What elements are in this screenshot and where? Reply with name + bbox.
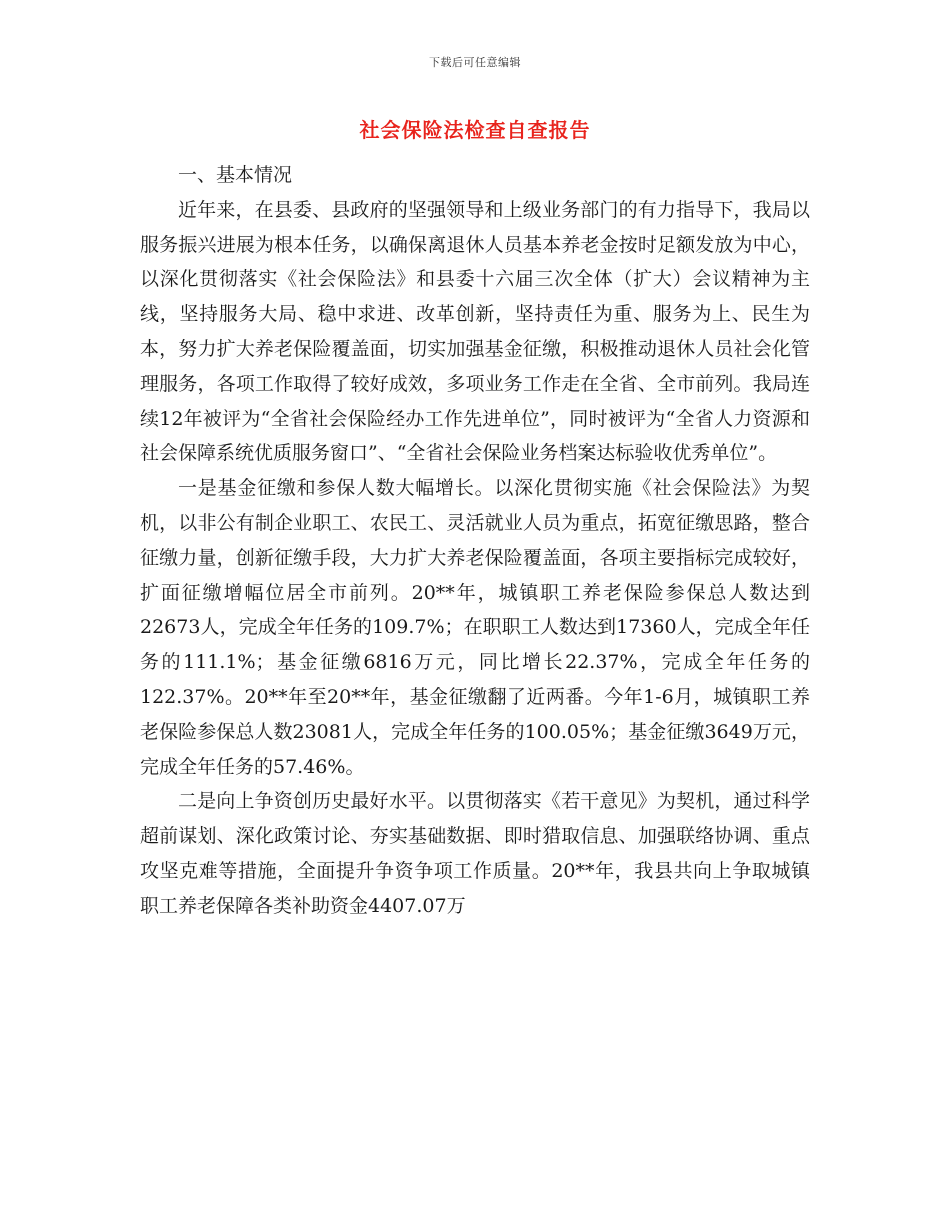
paragraph-overview: 近年来，在县委、县政府的坚强领导和上级业务部门的有力指导下，我局以服务振兴进展为根本任务，以确保离退休人员基本养老金按时足额发放为中心，以深化贯彻落实《社会保险法》和县委十六届三次全体（扩大）会议精神为主线，坚持服务大局、稳中求进、改革创新，坚持责任为重、服务为上、民生为本，努力扩大养老保险覆盖面，切实加强基金征缴，积极推动退休人员社会化管理服务，各项工作取得了较好成效，多项业务工作走在全省、全市前列。我局连续12年被评为“全省社会保险经办工作先进单位”，同时被评为“全省人力资源和社会保障系统优质服务窗口”、“全省社会保险业务档案达标验收优秀单位”。 (140, 198, 810, 465)
paragraph-funding-support: 二是向上争资创历史最好水平。以贯彻落实《若干意见》为契机，通过科学超前谋划、深化政策讨论、夯实基础数据、即时猎取信息、加强联络协调、重点攻坚克难等措施，全面提升争资争项工作质量。20**年，我县共向上争取城镇职工养老保障各类补助资金4407.07万 (140, 790, 810, 917)
paragraph-fund-collection: 一是基金征缴和参保人数大幅增长。以深化贯彻实施《社会保险法》为契机，以非公有制企业职工、农民工、灵活就业人员为重点，拓宽征缴思路，整合征缴力量，创新征缴手段，大力扩大养老保险覆盖面，各项主要指标完成较好，扩面征缴增幅位居全市前列。20**年，城镇职工养老保险参保总人数达到22673人，完成全年任务的109.7%；在职职工人数达到17360人，完成全年任务的111.1%；基金征缴6816万元，同比增长22.37%，完成全年任务的122.37%。20**年至20**年，基金征缴翻了近两番。今年1-6月，城镇职工养老保险参保总人数23081人，完成全年任务的100.05%；基金征缴3649万元，完成全年任务的57.46%。 (140, 477, 810, 778)
header-note: 下载后可任意编辑 (429, 56, 521, 69)
document-title: 社会保险法检查自查报告 (359, 118, 591, 142)
section-heading: 一、基本情况 (178, 164, 293, 186)
document-body (140, 158, 810, 924)
